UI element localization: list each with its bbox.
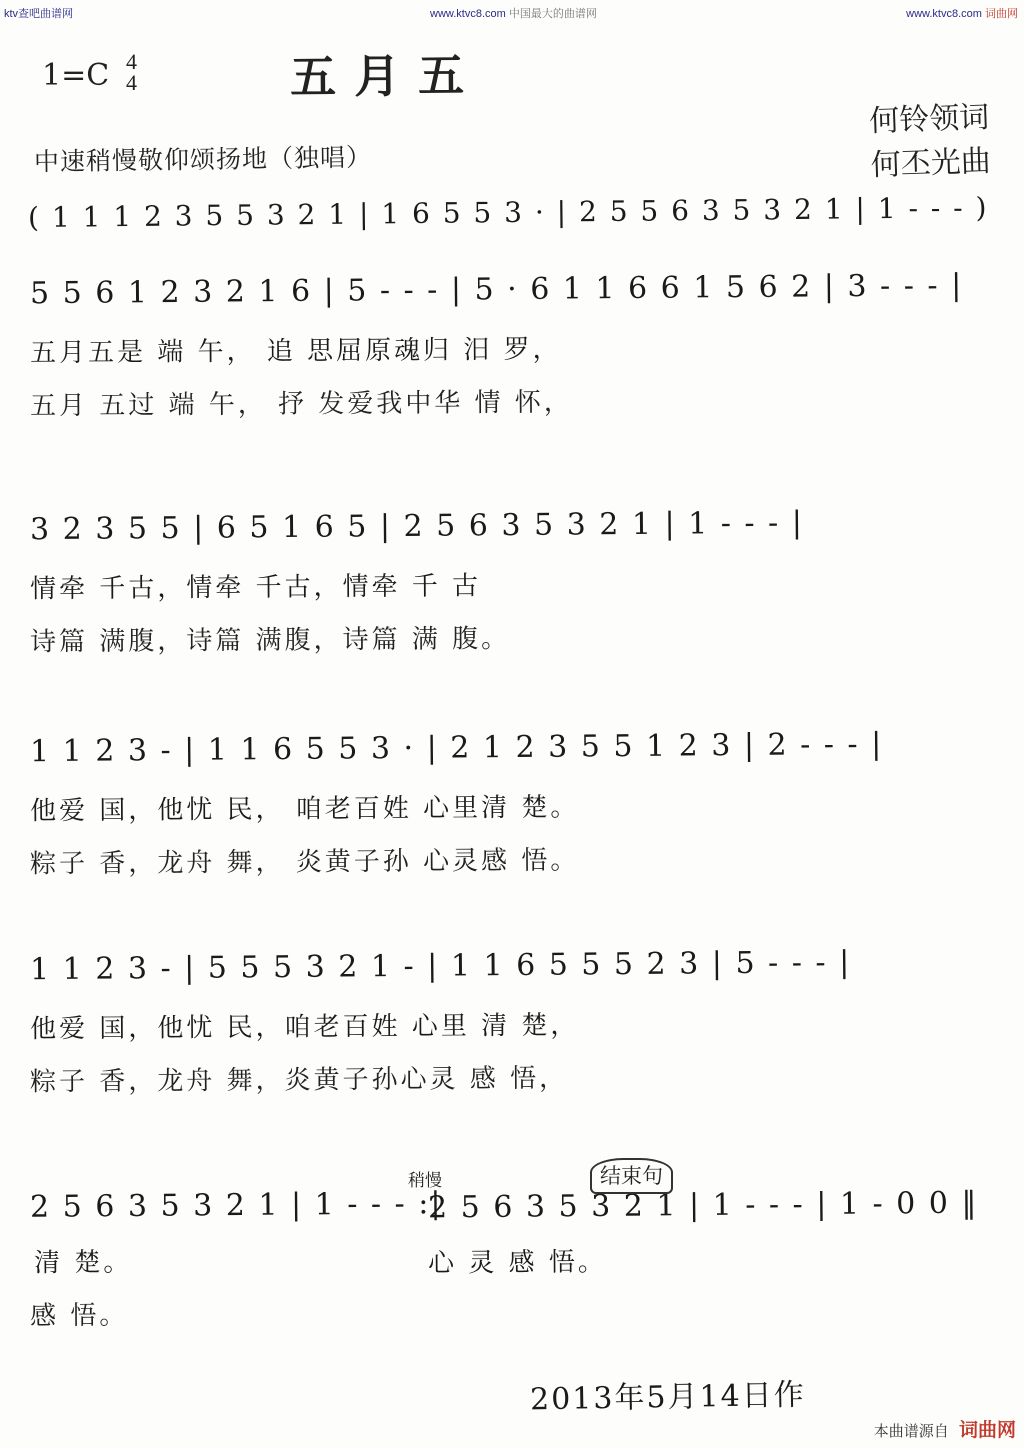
credits — [869, 96, 992, 187]
system-5-lyric-left-verse-2: 感 悟。 — [29, 1300, 129, 1332]
footer-source-brand: 词曲网 — [958, 1420, 1016, 1441]
composer-credit: 何丕光曲 — [870, 143, 992, 183]
system-1 — [29, 268, 995, 422]
watermark-center-site: www.ktvc8.com — [430, 8, 506, 20]
system-intro-notes: ( 1 1 1 2 3 5 5 3 2 1 | 1 6 5 5 3 · | 2 5 5 6 3 5 3 2 1 | 1 - - - ) — [27, 190, 989, 235]
system-1-lyric-verse-1: 五月五是 端 午， 追 思屈原魂归 汨 罗， — [29, 334, 562, 369]
tempo-expression: 中速稍慢敬仰颂扬地（独唱） — [33, 142, 373, 177]
watermark-right-site: www.ktvc8.com — [906, 8, 982, 20]
page-title: 五月五 — [289, 47, 483, 105]
system-2-notes: 3 2 3 5 5 | 6 5 1 6 5 | 2 5 6 3 5 3 2 1 | 1 - - - | — [29, 505, 805, 548]
system-4-lyric-verse-1: 他爱 国，他忧 民，咱老百姓 心里 清 楚， — [29, 1010, 580, 1045]
lyricist-credit: 何铃领词 — [868, 99, 990, 140]
label-slow-down: 稍慢 — [408, 1171, 442, 1191]
system-5-lyric-left-verse-1: 清 楚。 — [33, 1247, 133, 1279]
key-signature: 1=C — [42, 58, 110, 93]
time-signature — [126, 49, 137, 95]
system-4-notes: 1 1 2 3 - | 5 5 5 3 2 1 - | 1 1 6 5 5 5 2 3 | 5 - - - | — [29, 945, 852, 988]
system-2-lyric-verse-2: 诗篇 满腹，诗篇 满腹，诗篇 满 腹。 — [29, 624, 511, 658]
footer-source — [874, 1415, 1016, 1442]
system-5-notes-left: 2 5 6 3 5 3 2 1 | 1 - - - :| — [29, 1186, 443, 1225]
label-ending-phrase: 结束句 — [590, 1158, 673, 1194]
footer-source-prefix: 本曲谱源自 — [873, 1423, 949, 1440]
time-signature-denominator: 4 — [126, 69, 137, 95]
watermark-center-text: 中国最大的曲谱网 — [508, 8, 597, 20]
watermark-top-center — [430, 5, 597, 21]
time-signature-numerator: 4 — [126, 49, 137, 74]
system-4-lyric-verse-2: 粽子 香，龙舟 舞，炎黄子孙心灵 感 悟， — [29, 1063, 569, 1098]
system-5-notes-right: 2 5 6 3 5 3 2 1 | 1 - - - | 1 - 0 0 ‖ — [427, 1185, 979, 1226]
system-2-lyric-verse-1: 情牵 千古，情牵 千古，情牵 千 古 — [29, 571, 482, 605]
composition-date: 2013年5月14日作 — [529, 1377, 806, 1418]
system-4 — [29, 945, 995, 1098]
watermark-top-right — [906, 5, 1018, 21]
system-3-lyric-verse-1: 他爱 国，他忧 民， 咱老百姓 心里清 楚。 — [29, 792, 580, 827]
system-2 — [29, 505, 995, 658]
system-5 — [29, 1164, 995, 1332]
system-1-lyric-verse-2: 五月 五过 端 午， 抒 发爱我中华 情 怀， — [29, 387, 573, 422]
system-5-lyric-right: 心 灵 感 悟。 — [427, 1247, 607, 1279]
watermark-top-left: ktv查吧曲谱网 — [4, 8, 74, 20]
system-3-notes: 1 1 2 3 - | 1 1 6 5 5 3 · | 2 1 2 3 5 5 1 2 3 | 2 - - - | — [29, 726, 884, 770]
system-3 — [29, 726, 995, 880]
system-3-lyric-verse-2: 粽子 香，龙舟 舞， 炎黄子孙 心灵感 悟。 — [29, 845, 580, 880]
system-1-notes: 5 5 6 1 2 3 2 1 6 | 5 - - - | 5 · 6 1 1 6 6 1 5 6 2 | 3 - - - | — [29, 268, 964, 312]
watermark-right-text: 词曲网 — [985, 8, 1018, 20]
top-watermark-strip — [0, 0, 1024, 26]
